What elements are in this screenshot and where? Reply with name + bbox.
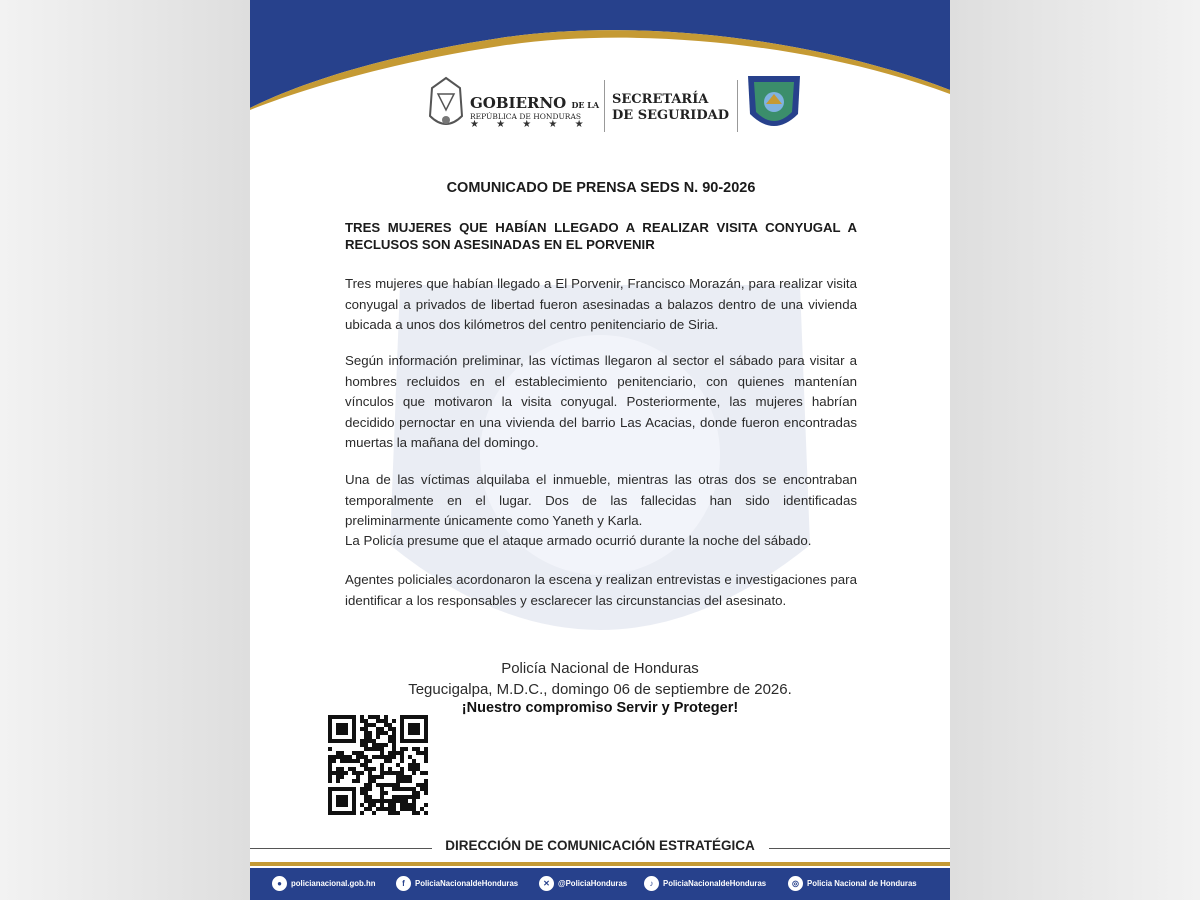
social-web[interactable] [272,876,375,891]
social-instagram-label: Policia Nacional de Honduras [807,879,917,888]
social-facebook-label: PoliciaNacionaldeHonduras [415,879,519,888]
signature-place-date: Tegucigalpa, M.D.C., domingo 06 de septiembre de 2026. [408,681,792,698]
social-x[interactable] [539,876,627,891]
signature-motto: ¡Nuestro compromiso Servir y Proteger! [461,700,739,716]
gobierno-title: GOBIERNO DE LA [470,94,600,112]
social-tiktok-label: PoliciaNacionaldeHonduras [663,879,767,888]
paragraph-2: Según información preliminar, las víctimas llegaron al sector el sábado para visitar a hombres recluidos en el establecimiento penitenciario, con quienes mantenían vínculos que motivaron la visita conyugal. Posteriormente, las mujeres habrían decidido pernoctar en una vivienda del barrio Las Acacias, donde fueron encontradas muertas la mañana del domingo. [345,353,857,450]
paragraph-5: Agentes policiales acordonaron la escena y realizan entrevistas e investigaciones para identificar a los responsables y esclarecer las circunstancias del asesinato. [345,572,857,608]
headline: TRES MUJERES QUE HABÍAN LLEGADO A REALIZAR VISITA CONYUGAL A RECLUSOS SON ASESINADAS EN EL PORVENIR [345,220,857,252]
social-web-label: policianacional.gob.hn [291,879,376,888]
header-divider [604,80,605,132]
social-x-label: @PoliciaHonduras [558,879,628,888]
x-icon: ✕ [539,876,554,891]
footer-gold-line [250,862,950,866]
honduras-coat-of-arms-icon [424,76,468,134]
policia-nacional-badge-icon [744,72,804,138]
facebook-icon: f [396,876,411,891]
secretaria-line1: SECRETARÍA [612,92,709,107]
press-release-document [250,0,950,900]
background-left [0,0,250,900]
background-right [950,0,1200,900]
web-icon: ● [272,876,287,891]
gobierno-stars: ★ ★ ★ ★ ★ [470,119,591,130]
header-divider [737,80,738,132]
social-facebook[interactable] [396,876,518,891]
tiktok-icon: ♪ [644,876,659,891]
qr-code-icon[interactable] [328,715,428,815]
paragraph-4: La Policía presume que el ataque armado ocurrió durante la noche del sábado. [345,533,812,548]
paragraph-3: Una de las víctimas alquilaba el inmueble, mientras las otras dos se encontraban temporalmente en el lugar. Dos de las fallecidas han sido identificadas preliminarmente únicamente como Yaneth y Karla. [345,472,857,528]
direccion-title: DIRECCIÓN DE COMUNICACIÓN ESTRATÉGICA [445,838,755,853]
social-tiktok[interactable] [644,876,766,891]
instagram-icon: ◎ [788,876,803,891]
letterhead [250,72,950,142]
paragraph-1: Tres mujeres que habían llegado a El Porvenir, Francisco Morazán, para realizar visita conyugal a privados de libertad fueron asesinadas a balazos dentro de una vivienda ubicada a unos dos kilómetros del centro penitenciario de Siria. [345,276,857,332]
secretaria-line2: DE SEGURIDAD [612,108,729,123]
gobierno-subtitle: REPÚBLICA DE HONDURAS [470,112,582,121]
signature-org: Policía Nacional de Honduras [501,660,699,677]
social-instagram[interactable] [788,876,917,891]
press-release-number: COMUNICADO DE PRENSA SEDS N. 90-2026 [446,180,756,196]
social-footer-bar [250,868,950,900]
